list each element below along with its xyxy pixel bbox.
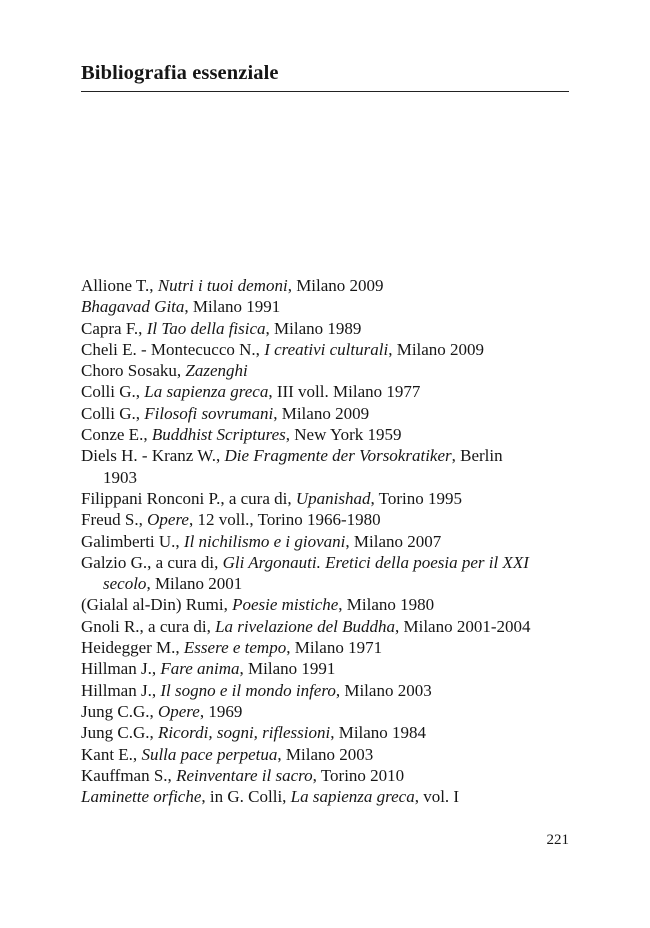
bibliography-entry: Colli G., La sapienza greca, III voll. Milano 1977 <box>81 382 421 402</box>
bibliography-entry: (Gialal al-Din) Rumi, Poesie mistiche, Milano 1980 <box>81 595 435 615</box>
bibliography-entry: Choro Sosaku, Zazenghi <box>81 361 248 381</box>
bibliography-entry: Laminette orfiche, in G. Colli, La sapienza greca, vol. I <box>81 787 460 807</box>
bibliography-entry: Heidegger M., Essere e tempo, Milano 1971 <box>81 638 383 658</box>
bibliography-entry: Kauffman S., Reinventare il sacro, Torino 2010 <box>81 765 405 785</box>
bibliography-entry: Hillman J., Fare anima, Milano 1991 <box>81 659 336 679</box>
bibliography-entry: Capra F., Il Tao della fisica, Milano 1989 <box>81 318 362 338</box>
bibliography-entry: Freud S., Opere, 12 voll., Torino 1966-1980 <box>81 510 381 530</box>
bibliography-entry: Galzio G., a cura di, Gli Argonauti. Eretici della poesia per il XXI secolo, Milano 2001 <box>81 552 569 595</box>
bibliography-entry: Filippani Ronconi P., a cura di, Upanishad, Torino 1995 <box>81 488 462 508</box>
bibliography-entry: Bhagavad Gita, Milano 1991 <box>81 297 281 317</box>
bibliography-entry: Hillman J., Il sogno e il mondo infero, Milano 2003 <box>81 680 432 700</box>
entry-continuation: secolo, Milano 2001 <box>103 574 243 594</box>
bibliography-entry: Cheli E. - Montecucco N., I creativi culturali, Milano 2009 <box>81 339 485 359</box>
bibliography-entry: Galimberti U., Il nichilismo e i giovani, Milano 2007 <box>81 531 442 551</box>
bibliography-list <box>81 275 569 807</box>
page-title: Bibliografia essenziale <box>81 62 279 84</box>
running-header <box>81 62 569 92</box>
bibliography-entry: Kant E., Sulla pace perpetua, Milano 2003 <box>81 744 374 764</box>
bibliography-entry: Diels H. - Kranz W., Die Fragmente der Vorsokratiker, Berlin 1903 <box>81 445 569 488</box>
entry-continuation: 1903 <box>103 467 137 487</box>
bibliography-entry: Allione T., Nutri i tuoi demoni, Milano 2009 <box>81 276 384 295</box>
bibliography-entry: Jung C.G., Opere, 1969 <box>81 701 243 721</box>
page-number: 221 <box>546 832 569 848</box>
bibliography-entry: Conze E., Buddhist Scriptures, New York 1959 <box>81 425 402 445</box>
bibliography-entry: Jung C.G., Ricordi, sogni, riflessioni, Milano 1984 <box>81 723 427 743</box>
bibliography-entry: Gnoli R., a cura di, La rivelazione del Buddha, Milano 2001-2004 <box>81 616 531 636</box>
bibliography-entry: Colli G., Filosofi sovrumani, Milano 2009 <box>81 403 370 423</box>
